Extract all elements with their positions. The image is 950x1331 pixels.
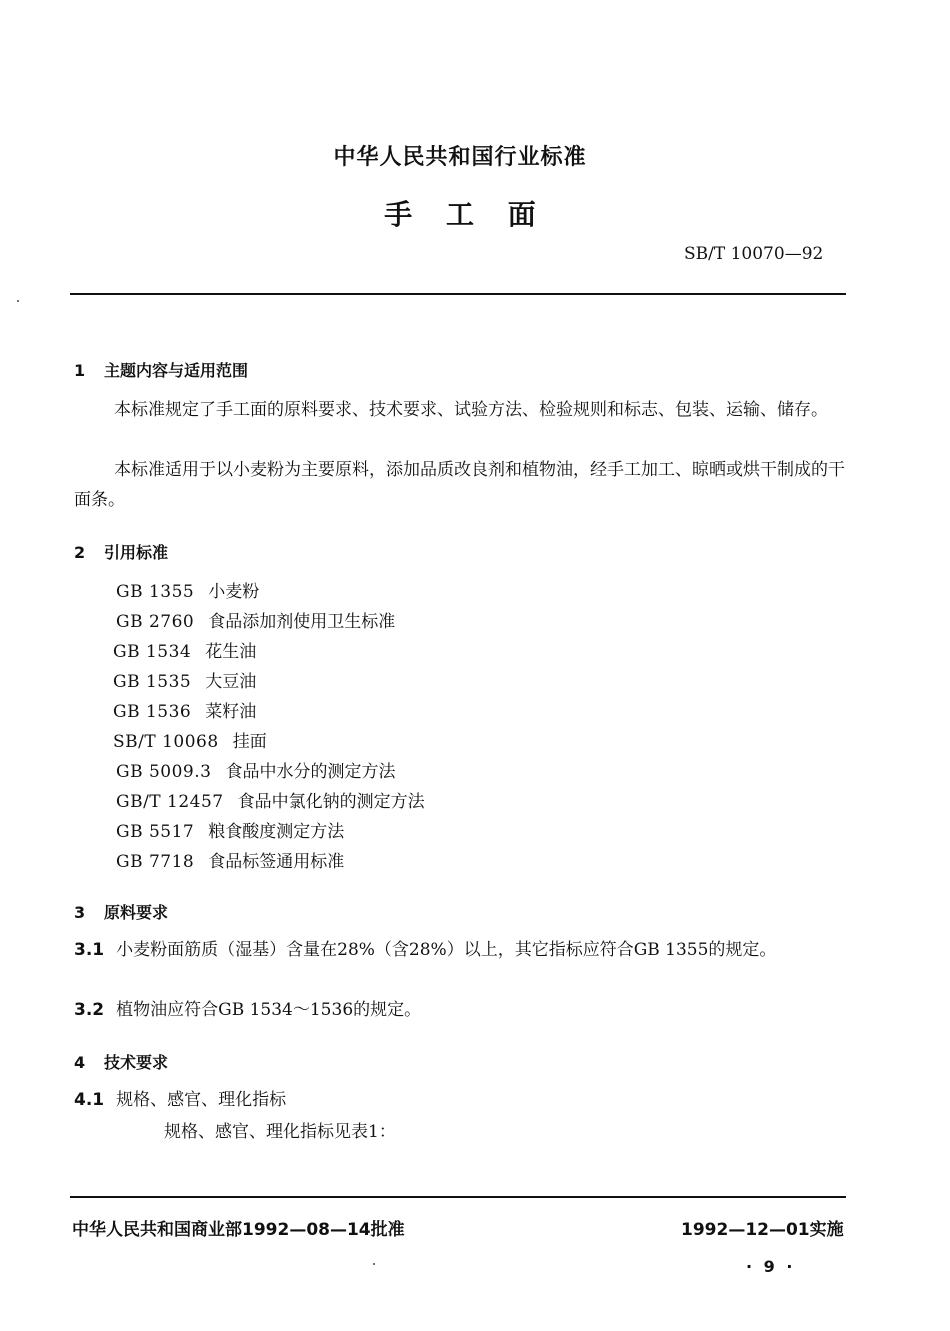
reference-name: 花生油 — [205, 642, 257, 662]
issuing-body-title: 中华人民共和国行业标准 — [333, 145, 587, 170]
clause-4-1-subtext: 规格、感官、理化指标见表1： — [164, 1122, 396, 1142]
clause-3-1 — [74, 935, 846, 965]
clause-4-1 — [74, 1085, 846, 1115]
section-1-title: 主题内容与适用范围 — [104, 361, 249, 380]
reference-name: 挂面 — [232, 732, 267, 752]
clause-4-1-number: 4.1 — [74, 1090, 105, 1110]
section-1-paragraph-2: 本标准适用于以小麦粉为主要原料，添加品质改良剂和植物油，经手工加工、晾晒或烘干制成的干面条。 — [74, 460, 845, 510]
document-title: 手 工 面 — [384, 198, 536, 231]
reference-name: 菜籽油 — [205, 702, 257, 722]
reference-item — [116, 847, 344, 872]
reference-item — [116, 817, 344, 842]
reference-name: 食品中水分的测定方法 — [225, 762, 396, 782]
clause-3-1-number: 3.1 — [74, 940, 105, 960]
section-1-paragraph-1: 本标准规定了手工面的原料要求、技术要求、试验方法、检验规则和标志、包装、运输、储存。 — [114, 400, 828, 420]
reference-item — [113, 697, 256, 722]
reference-item — [116, 577, 259, 602]
clause-4-1-text: 规格、感官、理化指标 — [116, 1090, 287, 1110]
effective-date-line: 1992—12—01实施 — [681, 1220, 844, 1240]
reference-item — [113, 727, 267, 752]
section-2-heading — [74, 540, 168, 563]
reference-code: GB 5517 — [116, 822, 195, 842]
reference-name: 粮食酸度测定方法 — [208, 822, 345, 842]
reference-code: GB 7718 — [116, 852, 195, 872]
section-1-heading — [74, 358, 248, 381]
clause-3-2-number: 3.2 — [74, 1000, 105, 1020]
reference-name: 大豆油 — [205, 672, 257, 692]
reference-item — [116, 787, 425, 812]
reference-code: GB 2760 — [116, 612, 195, 632]
standard-code: SB/T 10070—92 — [684, 244, 824, 264]
header-rule — [70, 293, 846, 295]
section-4-heading — [74, 1050, 168, 1073]
scan-speck — [373, 1263, 375, 1265]
section-4-number: 4 — [74, 1053, 86, 1072]
section-4-title: 技术要求 — [104, 1053, 169, 1072]
page-number: · 9 · — [746, 1257, 796, 1276]
clause-3-1-text: 小麦粉面筋质（湿基）含量在28%（含28%）以上，其它指标应符合GB 1355的规定。 — [116, 940, 777, 960]
section-1-number: 1 — [74, 361, 86, 380]
reference-code: GB/T 12457 — [116, 792, 224, 812]
clause-3-2-text: 植物油应符合GB 1534～1536的规定。 — [116, 1000, 422, 1020]
scan-speck — [17, 300, 19, 302]
reference-item — [113, 637, 256, 662]
approval-line: 中华人民共和国商业部1992—08—14批准 — [72, 1220, 405, 1240]
section-2-number: 2 — [74, 543, 86, 562]
reference-code: GB 1534 — [113, 642, 192, 662]
reference-name: 食品中氯化钠的测定方法 — [237, 792, 425, 812]
reference-name: 食品标签通用标准 — [208, 852, 345, 872]
reference-name: 小麦粉 — [208, 582, 260, 602]
section-2-title: 引用标准 — [104, 543, 169, 562]
reference-code: GB 1535 — [113, 672, 192, 692]
section-3-number: 3 — [74, 903, 86, 922]
reference-name: 食品添加剂使用卫生标准 — [208, 612, 396, 632]
reference-code: GB 1355 — [116, 582, 195, 602]
reference-code: GB 1536 — [113, 702, 192, 722]
reference-code: SB/T 10068 — [113, 732, 219, 752]
section-3-title: 原料要求 — [104, 903, 169, 922]
clause-3-2 — [74, 995, 846, 1025]
reference-item — [116, 607, 395, 632]
reference-code: GB 5009.3 — [116, 762, 212, 782]
reference-item — [113, 667, 256, 692]
section-3-heading — [74, 900, 168, 923]
footer-rule — [70, 1196, 846, 1198]
reference-item — [116, 757, 395, 782]
